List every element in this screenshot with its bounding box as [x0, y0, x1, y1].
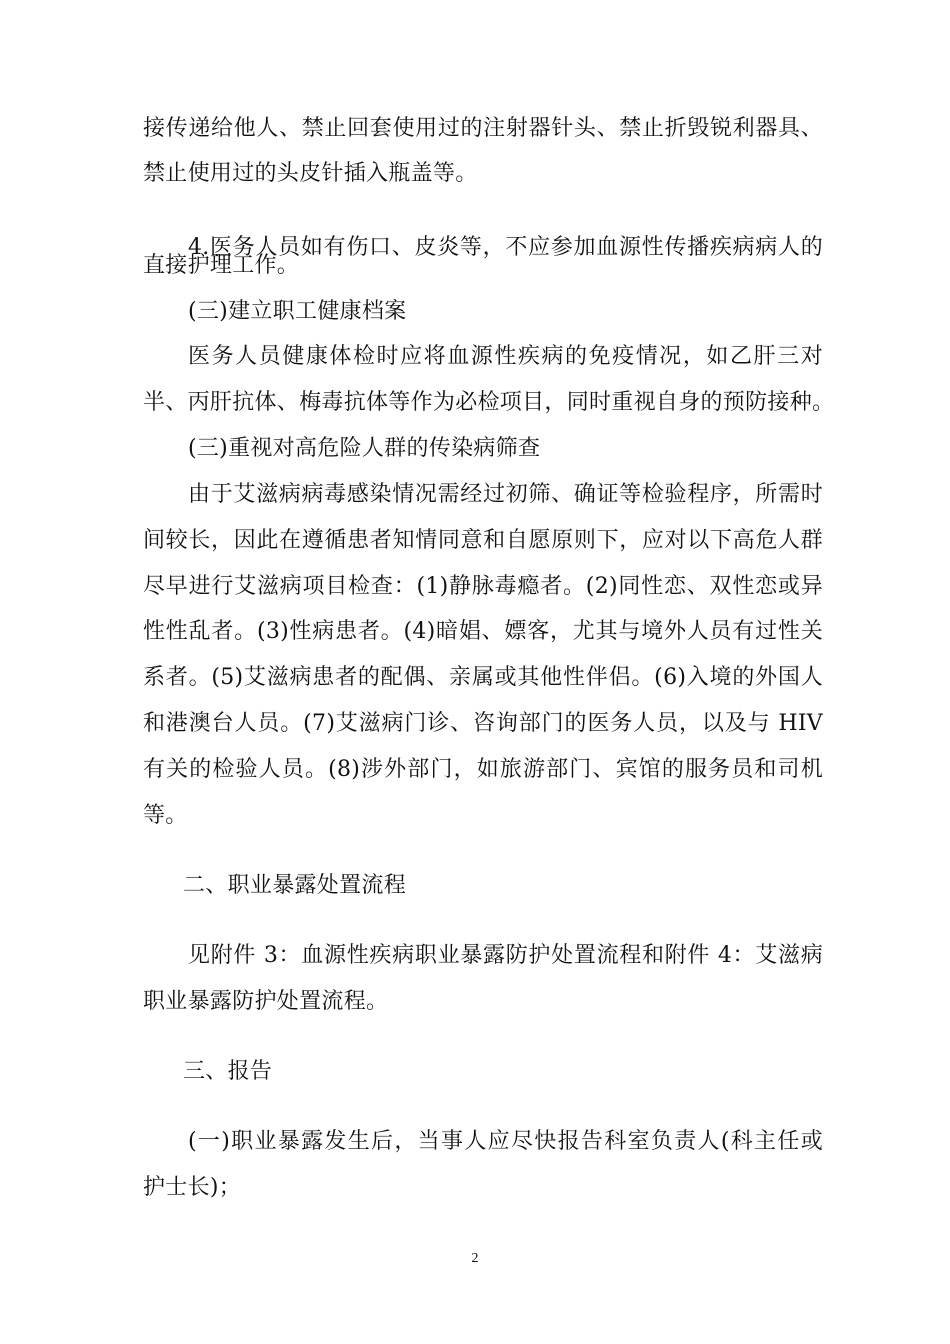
body-text-line: 系者。(5)艾滋病患者的配偶、亲属或其他性伴侣。(6)入境的外国人	[143, 665, 823, 690]
body-text-line: 性性乱者。(3)性病患者。(4)暗娼、嫖客，尤其与境外人员有过性关	[143, 619, 823, 644]
section-heading: 三、报告	[183, 1059, 273, 1084]
section-heading: 二、职业暴露处置流程	[183, 873, 407, 898]
body-text-line: 禁止使用过的头皮针插入瓶盖等。	[143, 161, 478, 186]
body-text-line: 和港澳台人员。(7)艾滋病门诊、咨询部门的医务人员，以及与 HIV	[143, 711, 823, 736]
body-text-line: 尽早进行艾滋病项目检查：(1)静脉毒瘾者。(2)同性恋、双性恋或异	[143, 574, 823, 599]
section-heading: (三)重视对高危险人群的传染病筛查	[188, 436, 541, 461]
body-text-line: 有关的检验人员。(8)涉外部门，如旅游部门、宾馆的服务员和司机	[143, 757, 823, 782]
page-number: 2	[471, 1251, 479, 1266]
body-text-line: 半、丙肝抗体、梅毒抗体等作为必检项目，同时重视自身的预防接种。	[143, 390, 835, 415]
body-text-line: 4.医务人员如有伤口、皮炎等，不应参加血源性传播疾病病人的	[188, 235, 823, 260]
body-text-line: 见附件 3：血源性疾病职业暴露防护处置流程和附件 4：艾滋病	[188, 943, 823, 968]
body-text-line: 医务人员健康体检时应将血源性疾病的免疫情况，如乙肝三对	[188, 344, 823, 369]
section-heading: (三)建立职工健康档案	[188, 299, 407, 324]
body-text-line: 间较长，因此在遵循患者知情同意和自愿原则下，应对以下高危人群	[143, 528, 823, 553]
body-text-line: 职业暴露防护处置流程。	[143, 989, 389, 1014]
body-text-line: (一)职业暴露发生后，当事人应尽快报告科室负责人(科主任或	[188, 1129, 823, 1154]
body-text-line: 直接护理工作。	[143, 253, 300, 278]
body-text-line: 等。	[143, 803, 188, 828]
body-text-line: 由于艾滋病病毒感染情况需经过初筛、确证等检验程序，所需时	[188, 482, 823, 507]
body-text-line: 护士长)；	[143, 1175, 242, 1200]
body-text-line: 接传递给他人、禁止回套使用过的注射器针头、禁止折毁锐利器具、	[143, 116, 823, 141]
